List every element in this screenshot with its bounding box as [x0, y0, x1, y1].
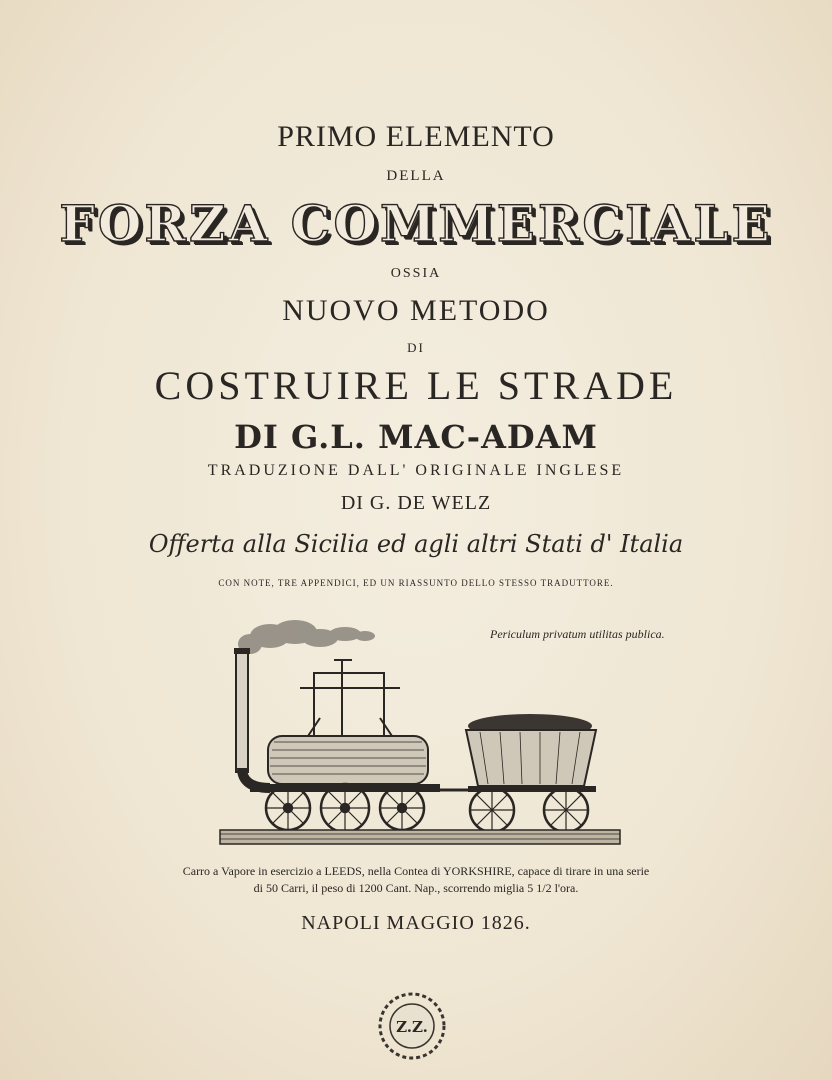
translation-note: TRADUZIONE DALL' ORIGINALE INGLESE — [207, 462, 625, 479]
subtitle-line-2: COSTRUIRE LE STRADE — [154, 363, 678, 408]
page-title-line-1: PRIMO ELEMENTO — [277, 120, 555, 153]
rail-track — [220, 830, 620, 844]
boiler — [268, 736, 428, 784]
stamp-text: Z.Z. — [396, 1018, 428, 1036]
main-title: FORZA COMMERCIALE — [59, 194, 773, 253]
coal-wagon — [466, 714, 596, 832]
dedication-line: Offerta alla Sicilia ed agli altri Stati d' Italia — [148, 530, 684, 558]
author-line: DI G.L. MAC-ADAM — [234, 418, 598, 456]
title-line-ossia: OSSIA — [390, 266, 442, 281]
motto: Periculum privatum utilitas publica. — [490, 627, 665, 641]
translator-line: DI G. DE WELZ — [340, 492, 492, 514]
imprint: NAPOLI MAGGIO 1826. — [301, 912, 531, 934]
chimney — [236, 652, 248, 772]
subtitle-line-di: DI — [407, 340, 425, 355]
illustration-caption-2: di 50 Carri, il peso di 1200 Cant. Nap., scorrendo miglia 5 1/2 l'ora. — [253, 881, 579, 895]
contents-note: CON NOTE, TRE APPENDICI, ED UN RIASSUNTO DELLO STESSO TRADUTTORE. — [218, 578, 614, 588]
page-title-line-2: DELLA — [386, 168, 446, 184]
smoke-cloud — [238, 620, 375, 654]
illustration-caption-1: Carro a Vapore in esercizio a LEEDS, nella Contea di YORKSHIRE, capace di tirare in una serie — [182, 864, 650, 878]
subtitle-line-1: NUOVO METODO — [282, 294, 550, 327]
locomotive-engraving — [210, 618, 630, 853]
library-stamp — [372, 990, 452, 1066]
